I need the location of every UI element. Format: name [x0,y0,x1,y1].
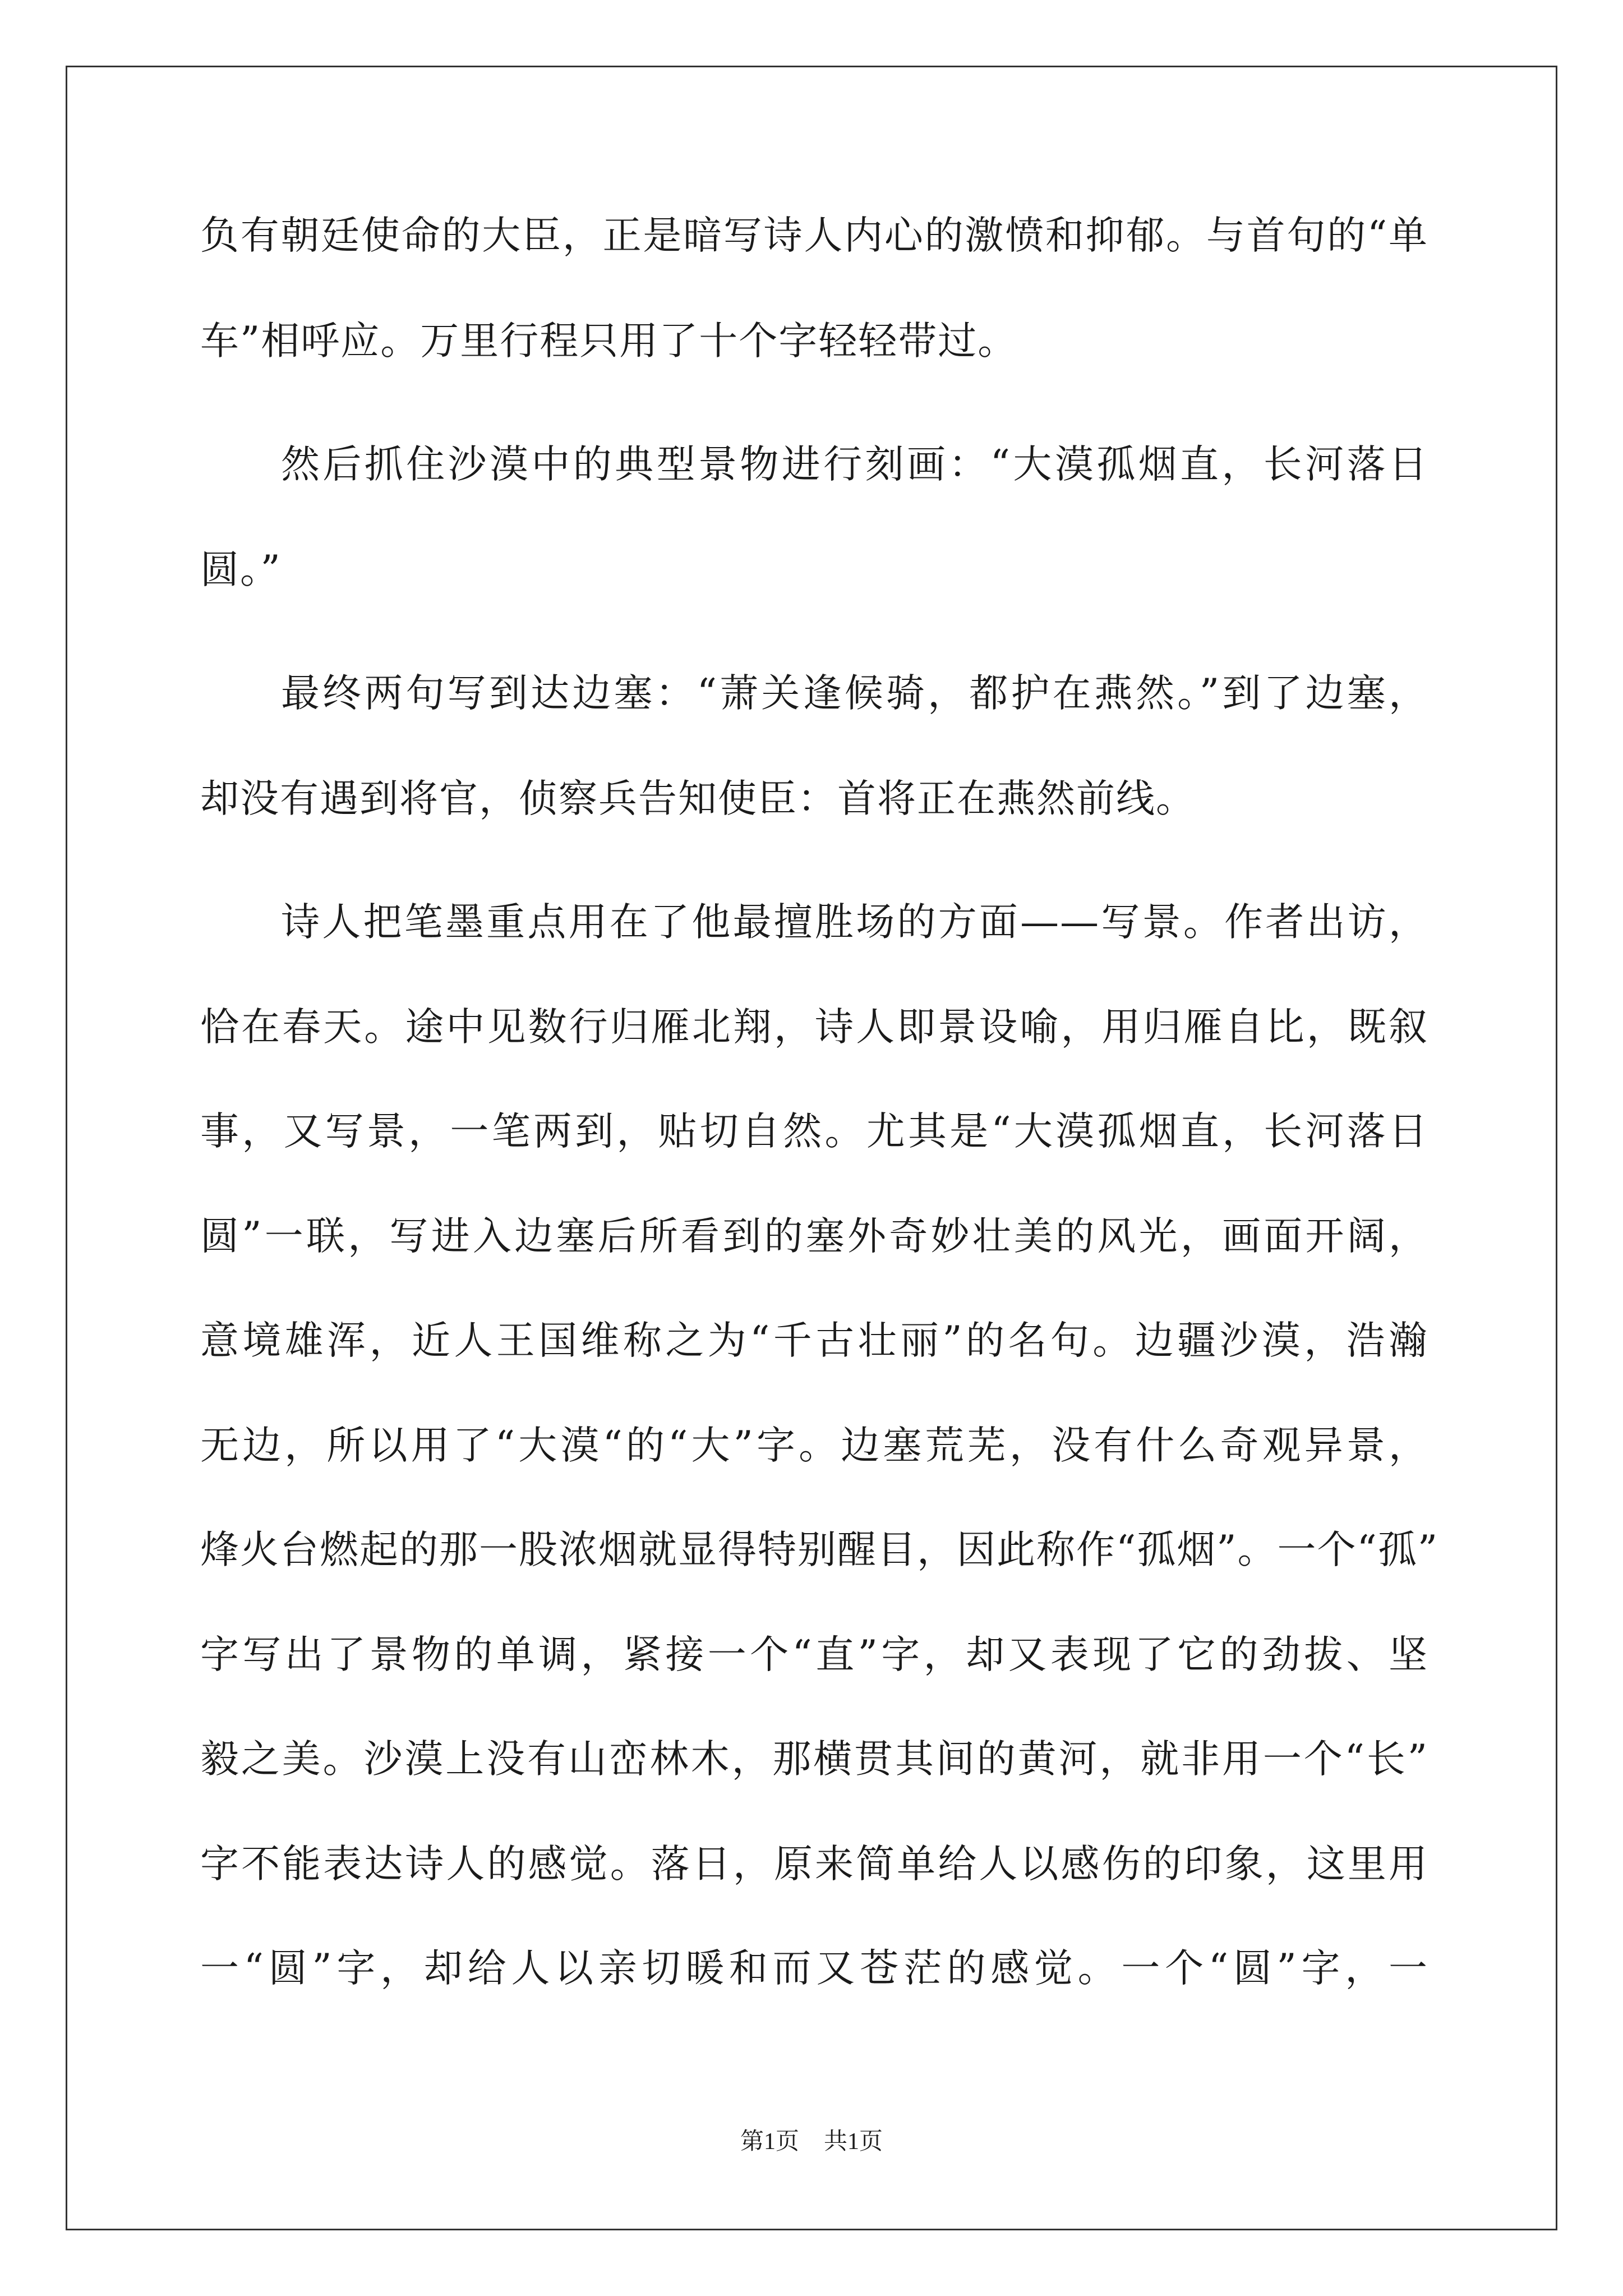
text-line: 无边，所以用了“大漠“的“大”字。边塞荒芜，没有什么奇观异景， [200,1423,1428,1468]
page-number: 第1页 [740,2129,799,2155]
text-line: 一“圆”字，却给人以亲切暖和而又苍茫的感觉。一个“圆”字，一 [200,1946,1428,1991]
text-line: 圆”一联，写进入边塞后所看到的塞外奇妙壮美的风光，画面开阔， [200,1214,1428,1259]
paragraph-first-line: 诗人把笔墨重点用在了他最擅胜场的方面——写景。作者出访， [281,900,1428,945]
text-line: 毅之美。沙漠上没有山峦林木，那横贯其间的黄河，就非用一个“长” [200,1737,1428,1782]
text-line: 烽火台燃起的那一股浓烟就显得特别醒目，因此称作“孤烟”。一个“孤” [200,1527,1439,1572]
text-line: 字不能表达诗人的感觉。落日，原来简单给人以感伤的印象，这里用 [200,1842,1428,1887]
page-total: 共1页 [824,2129,883,2155]
text-line: 却没有遇到将官，侦察兵告知使臣：首将正在燕然前线。 [200,776,1196,821]
text-line: 事，又写景，一笔两到，贴切自然。尤其是“大漠孤烟直，长河落日 [200,1109,1428,1154]
text-line: 意境雄浑，近人王国维称之为“千古壮丽”的名句。边疆沙漠，浩瀚 [200,1318,1428,1363]
text-line: 字写出了景物的单调，紧接一个“直”字，却又表现了它的劲拔、坚 [200,1632,1428,1677]
text-line: 圆。” [200,547,282,592]
text-line: 恰在春天。途中见数行归雁北翔，诗人即景设喻，用归雁自比，既叙 [200,1005,1428,1050]
paragraph-first-line: 最终两句写到达边塞：“萧关逢候骑，都护在燕然。”到了边塞， [281,671,1428,716]
paragraph-first-line: 然后抓住沙漠中的典型景物进行刻画：“大漠孤烟直，长河落日 [281,442,1428,487]
page-footer [0,2126,1623,2157]
text-line: 车”相呼应。万里行程只用了十个字轻轻带过。 [200,319,1018,364]
text-line: 负有朝廷使命的大臣，正是暗写诗人内心的激愤和抑郁。与首句的“单 [200,213,1428,258]
